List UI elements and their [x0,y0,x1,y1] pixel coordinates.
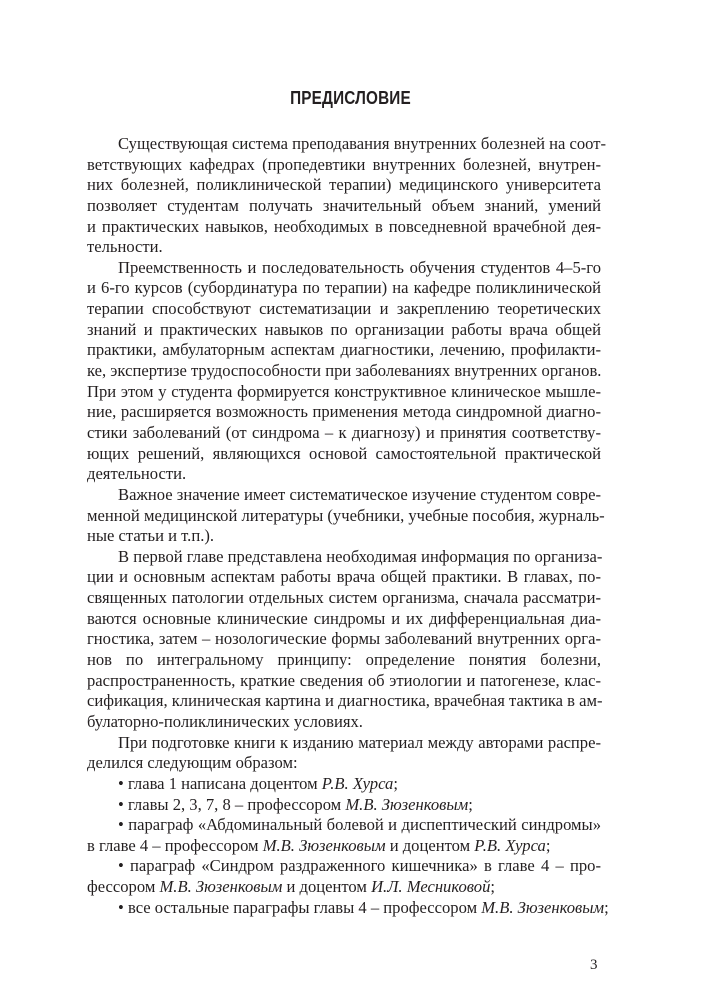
text-line [87,795,601,816]
text-line [87,237,601,258]
text-line [87,650,601,671]
author-name: М.В. Зюзенковым [345,794,469,814]
text-segment: распространенность, краткие сведения об этиологии и патогенезе, клас- [87,670,601,690]
text-line [87,877,601,898]
text-line [87,361,601,382]
text-line [87,485,601,506]
text-segment: в главе 4 – профессором [87,835,263,855]
text-line [87,567,601,588]
page-number: 3 [590,957,598,973]
text-line [87,505,605,527]
text-segment: священных патологии отдельных систем организма, сначала рассматри- [87,588,601,608]
text-line [87,402,601,423]
text-segment: ; [604,897,609,917]
text-line [87,691,601,712]
text-segment: фессором [87,877,160,897]
text-segment: Преемственность и последовательность обучения студентов 4–5-го [118,257,601,277]
text-line [87,526,601,547]
author-name: Р.В. Хурса [474,835,546,855]
text-line [87,155,601,176]
text-segment: практики, амбулаторным аспектам диагностики, лечению, профилакти- [87,340,601,360]
text-segment: делился следующим образом: [87,753,298,773]
text-segment: ; [468,794,473,814]
text-segment: • параграф «Синдром раздраженного кишечника» в главе 4 – про- [118,856,601,876]
text-line [87,733,601,754]
text-segment: • параграф «Абдоминальный болевой и диспептический синдромы» [118,815,601,835]
text-segment: • глава 1 написана доцентом [118,773,322,793]
text-segment: ке, экспертизе трудоспособности при заболеваниях внутренних органов. [87,361,602,381]
text-segment: ные статьи и т.п.). [87,526,215,546]
author-name: И.Л. Месниковой [371,877,491,897]
text-segment: сификация, клиническая картина и диагностика, врачебная тактика в ам- [87,691,603,711]
author-name: М.В. Зюзенковым [159,877,283,897]
text-line [87,217,601,238]
text-segment: знаний и практических навыков по организации работы врача общей [87,319,601,339]
text-line [87,382,601,403]
text-segment: тельности. [87,237,163,257]
text-line [87,856,601,877]
text-line [87,671,601,692]
text-line [87,815,601,836]
text-line [87,196,601,217]
text-segment: Существующая система преподавания внутренних болезней на соот- [118,134,607,153]
text-segment: деятельности. [87,464,187,484]
text-segment: менной медицинской литературы (учебники, учебные пособия, журналь- [87,505,605,525]
text-line [87,547,601,568]
text-line [87,340,601,361]
text-line [87,774,601,795]
text-line [87,175,601,196]
text-segment: ции и основным аспектам работы врача общей практики. В главах, по- [87,567,601,587]
text-segment: и практических навыков, необходимых в повседневной врачебной дея- [87,216,601,236]
text-line [87,629,601,650]
author-name: М.В. Зюзенковым [481,897,605,917]
text-line [87,320,601,341]
text-segment: ющих решений, являющихся основой самостоятельной практической [87,443,601,463]
text-segment: гностика, затем – нозологические формы заболеваний внутренних орга- [87,629,601,649]
text-line [87,897,609,919]
text-segment: и доцентом [385,835,475,855]
text-line [87,753,601,774]
text-segment: • все остальные параграфы главы 4 – профессором [118,897,482,917]
author-name: Р.В. Хурса [321,773,394,793]
text-line [87,464,601,485]
text-segment: ваются основные клинические синдромы и их дифференциальная диа- [87,608,601,628]
text-segment: булаторно-поликлинических условиях. [87,711,363,731]
text-segment: и доцентом [282,877,372,897]
text-segment: ветствующих кафедрах (пропедевтики внутренних болезней, внутрен- [87,154,601,174]
author-name: М.В. Зюзенковым [262,835,386,855]
text-line [87,444,601,465]
page-title: ПРЕДИСЛОВИЕ [290,88,411,108]
text-line [87,278,601,299]
text-segment: ; [490,877,495,897]
body-text [87,134,609,918]
text-segment: нов по интегральному принципу: определение понятия болезни, [87,650,601,670]
text-line [87,588,601,609]
text-line [87,609,601,630]
text-segment: При этом у студента формируется конструктивное клиническое мышле- [87,381,601,401]
text-segment: ; [393,773,398,793]
text-segment: них болезней, поликлинической терапии) медицинского университета [87,175,601,195]
text-line [87,134,607,155]
text-segment: ; [545,835,551,855]
text-segment: стики заболеваний (от синдрома – к диагнозу) и принятия соответству- [87,422,601,442]
text-segment: Важное значение имеет систематическое изучение студентом совре- [118,484,601,504]
text-segment: и 6-го курсов (субординатура по терапии) на кафедре поликлинической [87,278,601,298]
text-line [87,258,601,279]
text-line [87,836,601,857]
text-line [87,299,601,320]
text-line [87,423,601,444]
text-segment: При подготовке книги к изданию материал между авторами распре- [118,732,601,752]
text-segment: позволяет студентам получать значительный объем знаний, умений [87,195,601,215]
text-line [87,712,601,733]
text-segment: В первой главе представлена необходимая информация по организа- [118,546,603,566]
text-segment: ние, расширяется возможность применения метода синдромной диагно- [87,402,601,422]
text-segment: • главы 2, 3, 7, 8 – профессором [118,794,346,814]
text-segment: терапии способствуют систематизации и закреплению теоретических [87,299,601,319]
